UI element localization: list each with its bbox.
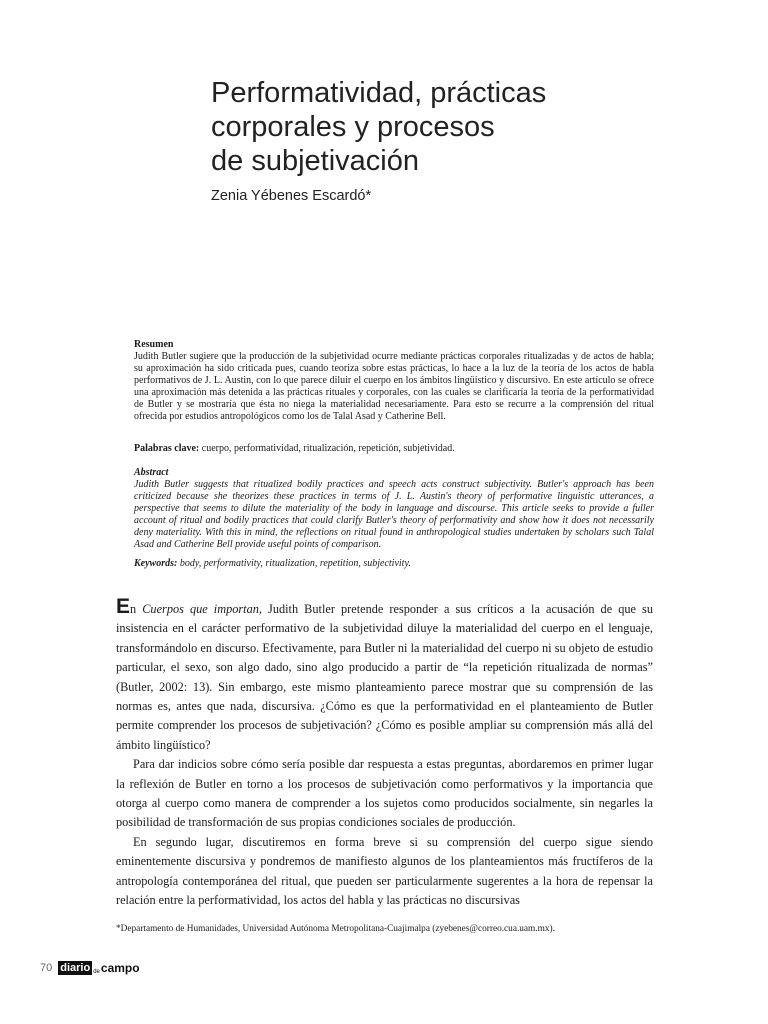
palabras-clave-label: Palabras clave: bbox=[134, 443, 200, 454]
body-text-fragment: , Judith Butler pretende responder a sus críticos a la acusación de que su insistencia en el carácter performativo de la subjetividad diluye la materialidad del cuerpo en el lenguaje, transformándolo en discurso. Efectivamente, para Butler ni la materialidad del cuerpo ni su objeto de estudio particular, el sexo, son algo dado, sino algo producido a partir de “la repetición ritualizada de normas” (Butler, 2002: 13). Sin embargo, este mismo planteamiento parece mostrar que su comprensión de las normas es, antes que nada, discursiva. ¿Cómo es que la performatividad en el planteamiento de Butler permite comprender los procesos de subjetivación? ¿Cómo es posible ampliar su comprensión más allá del ámbito lingüístico? bbox=[116, 602, 653, 752]
abstract-section bbox=[134, 467, 654, 551]
palabras-clave bbox=[134, 443, 654, 455]
logo-de: de bbox=[93, 969, 100, 975]
logo-campo: campo bbox=[100, 961, 140, 975]
page-number: 70 bbox=[40, 962, 53, 974]
title-line: de subjetivación bbox=[211, 145, 419, 177]
resumen-section bbox=[134, 339, 654, 423]
resumen-text: Judith Butler sugiere que la producción de la subjetividad ocurre mediante prácticas corporales ritualizadas y de actos de habla; su aproximación ha sido criticada pues, cuando teoriza sobre estas prácticas, lo hace a la luz de la teoría de los actos de habla performativos de J. L. Austin, con lo que parece diluir el cuerpo en los ámbitos lingüístico y discursivo. En este artículo se ofrece una aproximación más detenida a las prácticas rituales y corporales, con las cuales se clarificaría la teoría de la performatividad de Butler y se mostraría que ésta no niega la materialidad necesariamente. Para esto se recurre a la comprensión del ritual ofrecida por estudios antropológicos como los de Talal Asad y Catherine Bell. bbox=[134, 351, 654, 422]
title-line: Performatividad, prácticas bbox=[211, 77, 547, 109]
keywords-text: body, performativity, ritualization, repetition, subjectivity. bbox=[177, 558, 411, 569]
author-name: Zenia Yébenes Escardó* bbox=[211, 188, 372, 204]
article-body bbox=[116, 595, 653, 911]
body-paragraph-2: Para dar indicios sobre cómo sería posible dar respuesta a estas preguntas, abordaremos en primer lugar la reflexión de Butler en torno a los procesos de subjetivación como performativos y la importancia que otorga al cuerpo como manera de comprender a los sujetos como producidos socialmente, sin negarles la posibilidad de transformación de sus propias condiciones sociales de producción. bbox=[116, 757, 653, 830]
article-title bbox=[211, 76, 691, 178]
abstract-heading: Abstract bbox=[134, 467, 169, 478]
body-paragraph-1 bbox=[116, 595, 653, 755]
drop-cap: E bbox=[116, 595, 131, 618]
abstract-text: Judith Butler suggests that ritualized bodily practices and speech acts construct subjectivity. Butler's approach has been criticized because she theorizes these practices in terms of J. L. Austin's theory of performative linguistic utterances, a perspective that seems to dilute the materiality of the body in language and discourse. This article seeks to provide a fuller account of ritual and bodily practices that could clarify Butler's theory of performativity and show how it does not necessarily deny materiality. With this in mind, the reflections on ritual found in anthropological studies undertaken by scholars such Talal Asad and Catherine Bell provide useful points of comparison. bbox=[134, 479, 654, 550]
resumen-heading: Resumen bbox=[134, 339, 174, 350]
journal-logo bbox=[58, 961, 139, 975]
keywords bbox=[134, 558, 654, 570]
page-footer bbox=[40, 960, 140, 976]
keywords-label: Keywords: bbox=[134, 558, 178, 569]
title-line: corporales y procesos bbox=[211, 111, 495, 143]
body-paragraph-3: En segundo lugar, discutiremos en forma breve si su comprensión del cuerpo sigue siendo eminentemente discursiva y pondremos de manifiesto algunos de los planteamientos más fructíferos de la antropología contemporánea del ritual, que pueden ser particularmente sugerentes a la hora de repensar la relación entre la performatividad, los actos del habla y las prácticas no discursivas bbox=[116, 834, 653, 908]
body-text-fragment: n bbox=[130, 602, 143, 616]
logo-diario: diario bbox=[60, 962, 91, 974]
footnote: *Departamento de Humanidades, Universidad Autónoma Metropolitana-Cuajimalpa (zyebenes@correo.cua.uam.mx). bbox=[116, 924, 555, 934]
book-title: Cuerpos que importan bbox=[142, 602, 259, 616]
palabras-clave-text: cuerpo, performatividad, ritualización, repetición, subjetividad. bbox=[199, 443, 455, 454]
